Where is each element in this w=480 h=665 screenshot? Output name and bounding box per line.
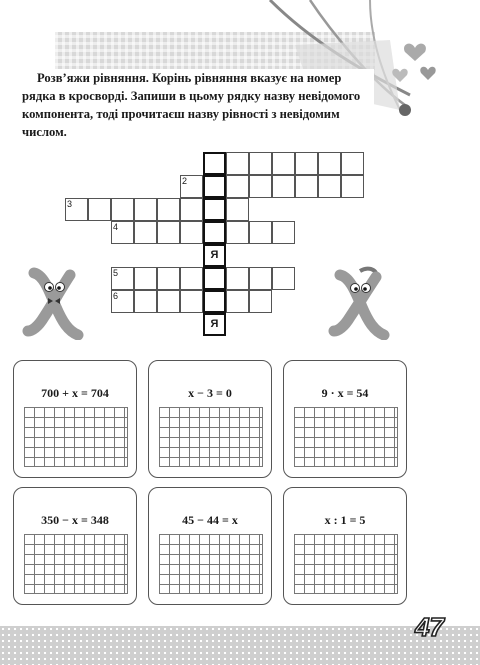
- equation-text: 9 · x = 54: [321, 386, 369, 400]
- crossword-given-letter: Я: [210, 249, 219, 261]
- crossword-key-cell[interactable]: [203, 290, 226, 313]
- crossword-cell[interactable]: [249, 221, 272, 244]
- crossword-row-number: 2: [182, 176, 188, 186]
- crossword-cell[interactable]: [341, 152, 364, 175]
- answer-grid[interactable]: [159, 407, 263, 467]
- crossword-cell[interactable]: [88, 198, 111, 221]
- equation-text: 700 + x = 704: [41, 386, 109, 400]
- page-number: 47: [415, 612, 444, 642]
- crossword-cell[interactable]: [134, 267, 157, 290]
- crossword-cell[interactable]: [226, 221, 249, 244]
- crossword-cell[interactable]: [318, 152, 341, 175]
- crossword-given-letter: Я: [210, 318, 219, 330]
- crossword-cell[interactable]: [295, 152, 318, 175]
- crossword-cell[interactable]: [249, 152, 272, 175]
- crossword-cell[interactable]: [157, 221, 180, 244]
- crossword-cell[interactable]: [180, 267, 203, 290]
- crossword-cell[interactable]: [226, 290, 249, 313]
- equation-text: 45 − 44 = x: [182, 513, 238, 527]
- crossword-cell[interactable]: [272, 221, 295, 244]
- x-character-left-icon: [22, 265, 84, 340]
- crossword-cell[interactable]: [272, 267, 295, 290]
- answer-grid[interactable]: [294, 534, 398, 594]
- answer-grid[interactable]: [24, 534, 128, 594]
- crossword-row-number: 5: [113, 268, 119, 278]
- x-character-right-icon: [328, 265, 390, 340]
- crossword-cell[interactable]: [134, 290, 157, 313]
- crossword-cell[interactable]: [341, 175, 364, 198]
- crossword-cell[interactable]: [180, 198, 203, 221]
- crossword-cell[interactable]: [180, 290, 203, 313]
- crossword-cell[interactable]: [249, 290, 272, 313]
- crossword-cell[interactable]: [295, 175, 318, 198]
- crossword-key-cell[interactable]: [203, 267, 226, 290]
- equation-card: [13, 487, 137, 605]
- equation-text: x − 3 = 0: [188, 386, 232, 400]
- crossword-cell[interactable]: [157, 290, 180, 313]
- equation-card: [283, 360, 407, 478]
- equation-card: [13, 360, 137, 478]
- footer-band: [0, 626, 480, 665]
- crossword-cell[interactable]: [180, 221, 203, 244]
- crossword-cell[interactable]: [226, 198, 249, 221]
- crossword-cell[interactable]: [272, 175, 295, 198]
- crossword-row-number: 4: [113, 222, 119, 232]
- crossword-cell[interactable]: [226, 175, 249, 198]
- answer-grid[interactable]: [24, 407, 128, 467]
- crossword-cell[interactable]: [249, 267, 272, 290]
- crossword-cell[interactable]: [111, 198, 134, 221]
- equation-card: [148, 487, 272, 605]
- crossword-row-number: 6: [113, 291, 119, 301]
- crossword-cell[interactable]: [157, 198, 180, 221]
- crossword-key-cell[interactable]: [203, 175, 226, 198]
- crossword-cell[interactable]: [134, 198, 157, 221]
- task-instruction: Розв’яжи рівняння. Корінь рівняння вказує на номер рядка в кросворді. Запиши в цьому рядку назву невідомого компонента, тоді прочитаєш назву рівності з невідомим числом.: [22, 69, 374, 141]
- answer-grid[interactable]: [159, 534, 263, 594]
- crossword-key-cell[interactable]: [203, 221, 226, 244]
- crossword-cell[interactable]: [318, 175, 341, 198]
- crossword-cell[interactable]: [226, 152, 249, 175]
- crossword-cell[interactable]: [272, 152, 295, 175]
- crossword-cell[interactable]: [157, 267, 180, 290]
- crossword-cell[interactable]: [249, 175, 272, 198]
- crossword-cell[interactable]: [226, 267, 249, 290]
- equation-text: 350 − x = 348: [41, 513, 109, 527]
- equation-card: [283, 487, 407, 605]
- crossword-key-cell[interactable]: [203, 152, 226, 175]
- equation-card: [148, 360, 272, 478]
- crossword-key-cell[interactable]: [203, 198, 226, 221]
- answer-grid[interactable]: [294, 407, 398, 467]
- crossword-row-number: 3: [67, 199, 73, 209]
- equation-text: x : 1 = 5: [324, 513, 366, 527]
- crossword-cell[interactable]: [134, 221, 157, 244]
